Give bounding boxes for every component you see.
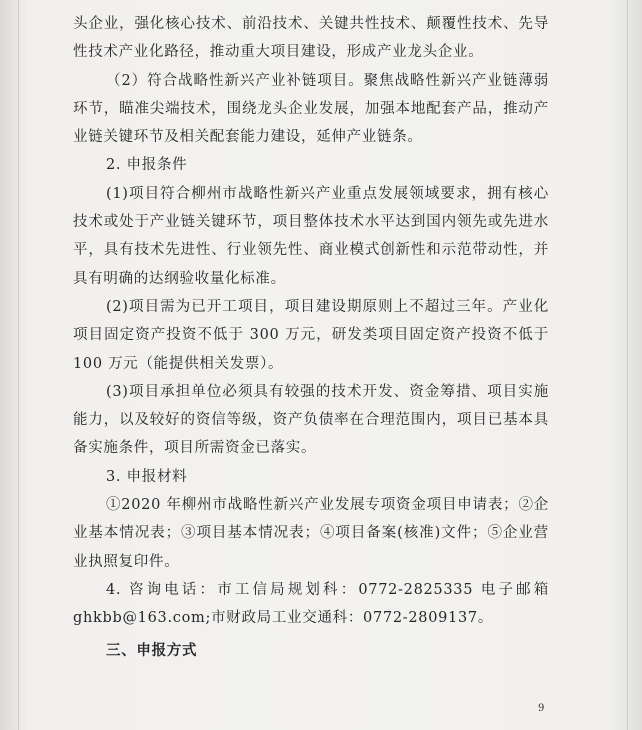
scan-edge-right — [627, 0, 628, 730]
scan-edge-left — [18, 0, 19, 730]
paragraph-condition-2: (2)项目需为已开工项目，项目建设期原则上不超过三年。产业化项目固定资产投资不低于 300 万元，研发类项目固定资产投资不低于 100 万元（能提供相关发票）。 — [73, 298, 549, 372]
section-heading-materials: 3. 申报材料 — [106, 468, 188, 485]
paragraph-item-2: （2）符合战略性新兴产业补链项目。聚焦战略性新兴产业链薄弱环节，瞄准尖端技术，围绕龙头企业发展，加强本地配套产品，推动产业链关键环节及相关配套能力建设，延伸产业链条。 — [73, 72, 549, 146]
paragraph-materials: ①2020 年柳州市战略性新兴产业发展专项资金项目申请表；②企业基本情况表；③项目基本情况表；④项目备案(核准)文件；⑤企业营业执照复印件。 — [73, 497, 549, 570]
paragraph-continuation: 头企业，强化核心技术、前沿技术、关键共性技术、颠覆性技术、先导性技术产业化路径，推动重大项目建设，形成产业龙头企业。 — [73, 16, 549, 61]
paragraph-contact: 4. 咨询电话：市工信局规划科：0772-2825335 电子邮箱ghkbb@163.com;市财政局工业交通科：0772-2809137。 — [73, 581, 549, 627]
document-body — [73, 10, 549, 665]
paragraph-condition-3: (3)项目承担单位必须具有较强的技术开发、资金筹措、项目实施能力，以及较好的资信等级，资产负债率在合理范围内，项目已基本具备实施条件，项目所需资金已落实。 — [73, 383, 549, 457]
page-number: 9 — [538, 703, 545, 714]
section-heading-conditions: 2. 申报条件 — [106, 157, 188, 174]
paragraph-condition-1: (1)项目符合柳州市战略性新兴产业重点发展领域要求，拥有核心技术或处于产业链关键环节，项目整体技术水平达到国内领先或先进水平，具有技术先进性、行业领先性、商业模式创新性和示范带动性，并具有明确的达纲验收量化标准。 — [73, 185, 549, 287]
section-heading-method: 三、申报方式 — [106, 642, 198, 659]
